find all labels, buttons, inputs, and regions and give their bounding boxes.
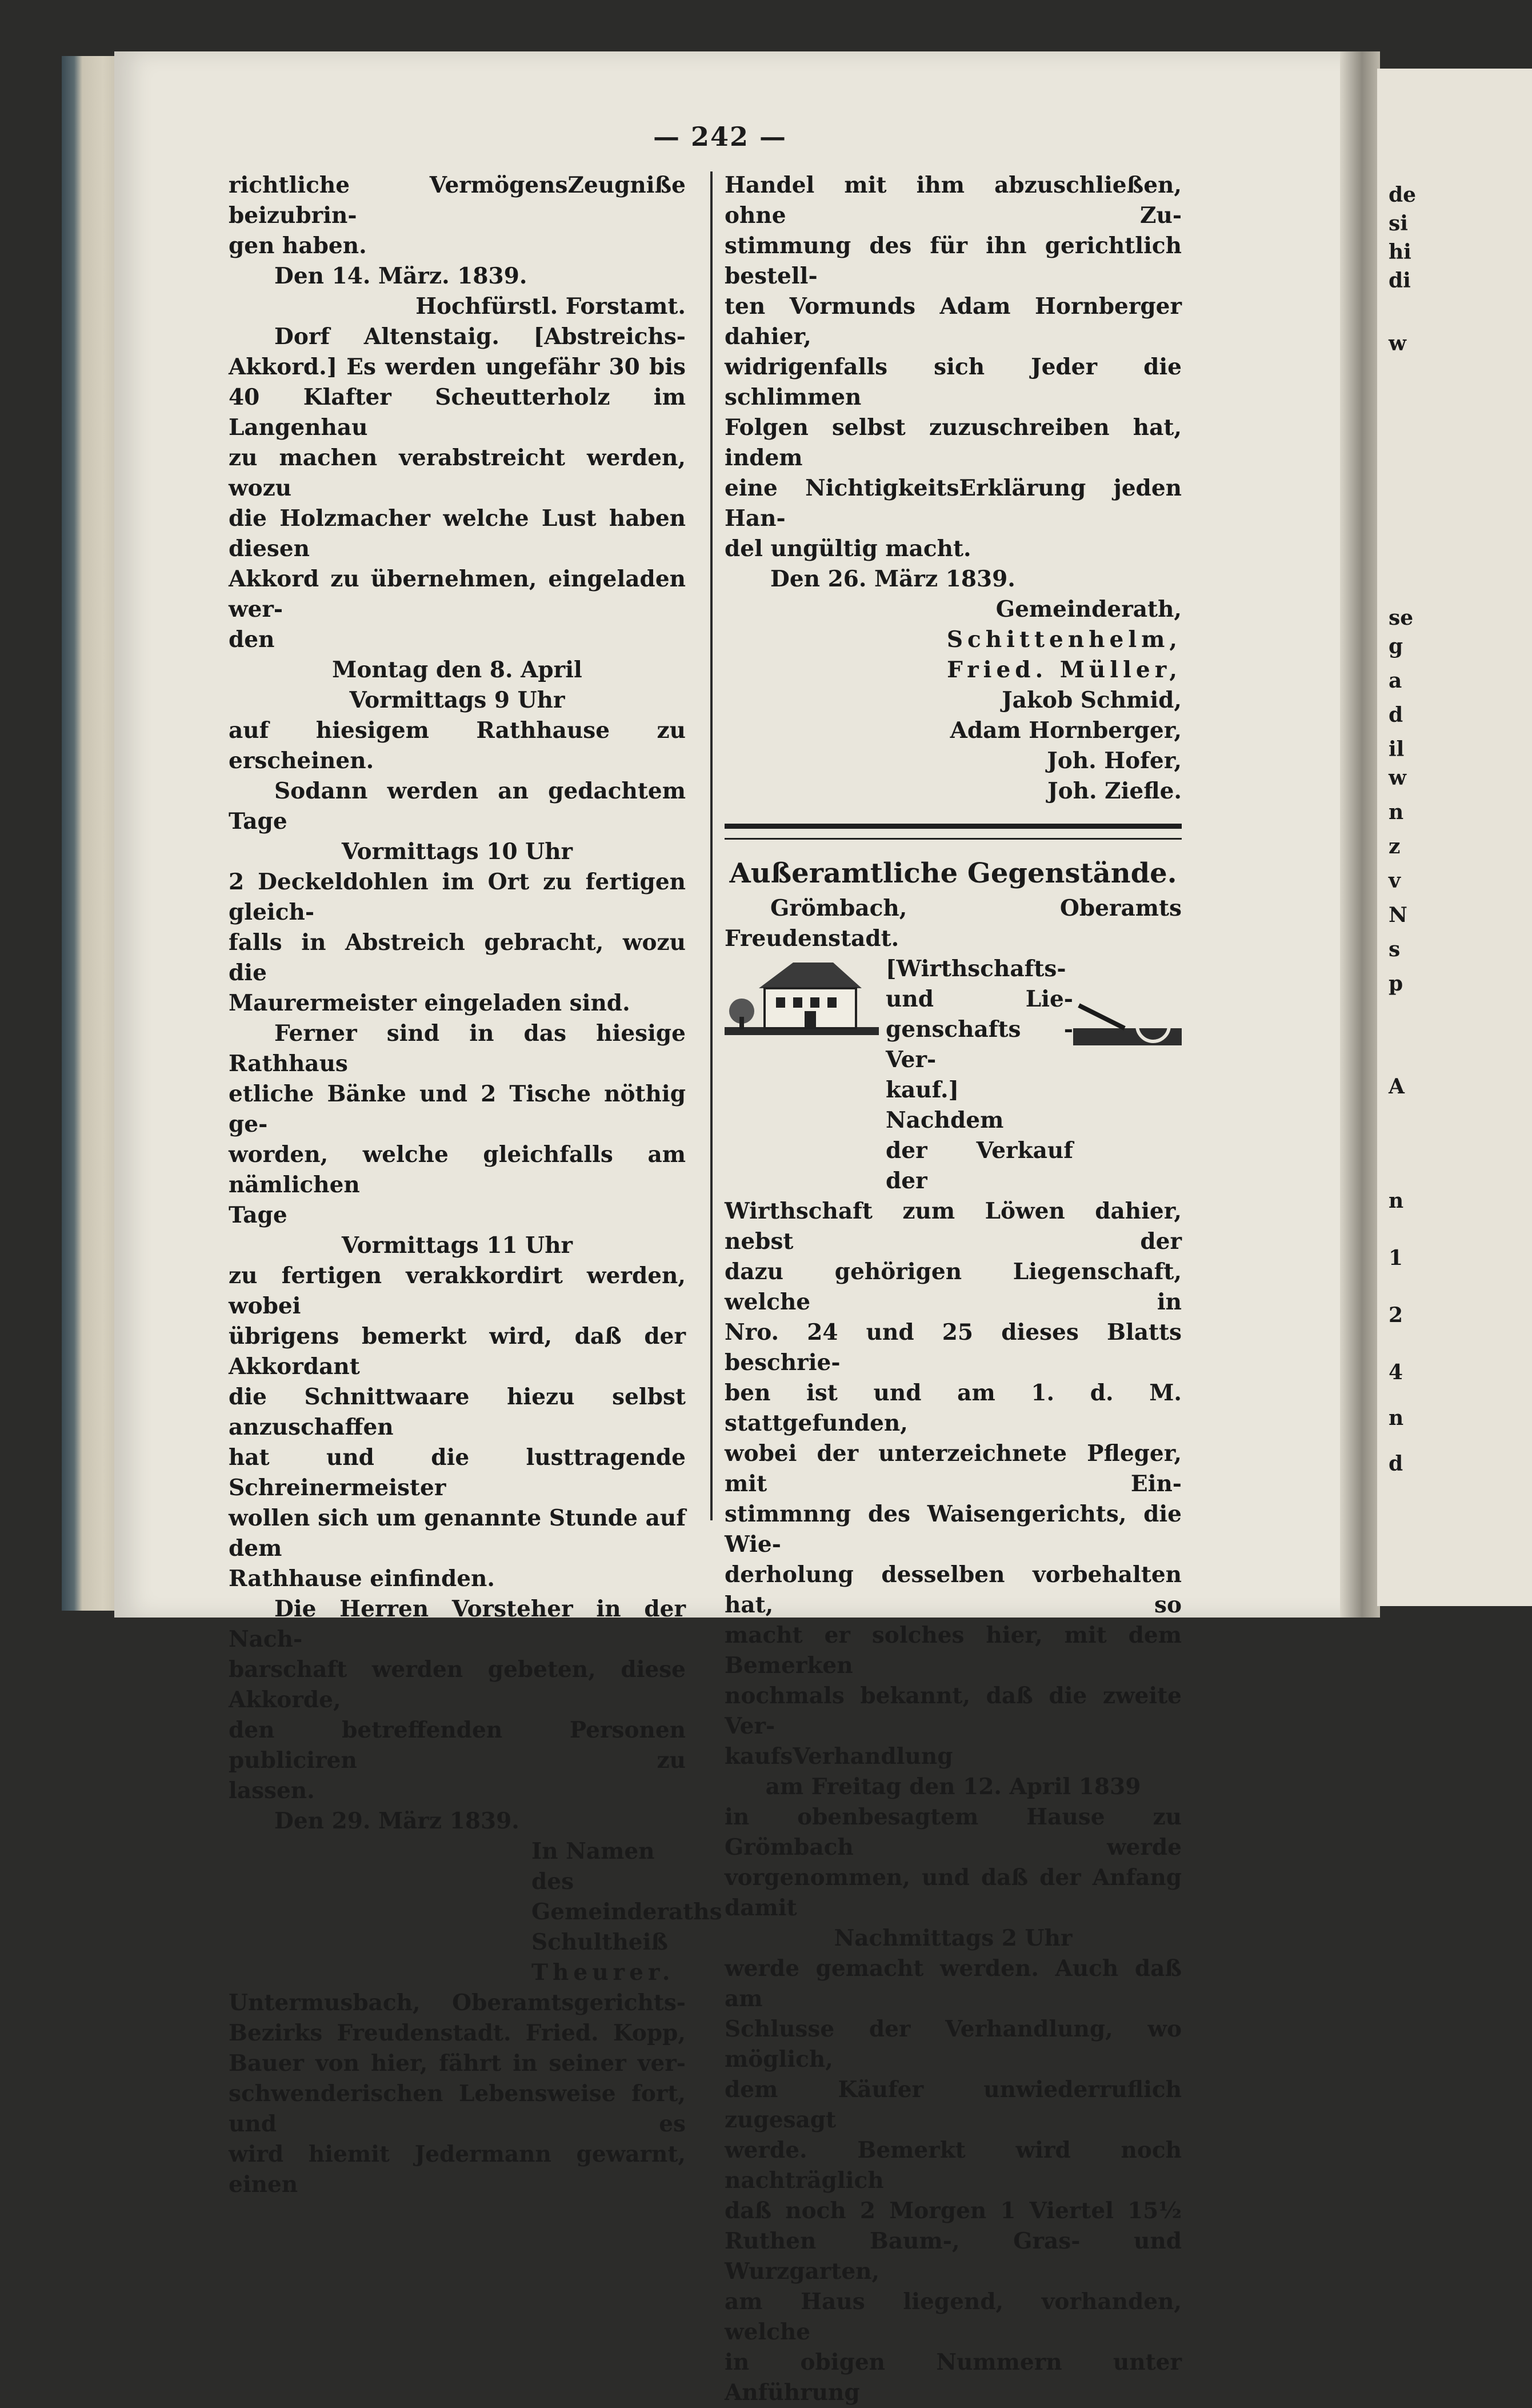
text-line: Bezirks Freudenstadt. Fried. Kopp,: [229, 2020, 686, 2046]
text-line: stimmnng des Waisengerichts, die Wie-: [725, 1501, 1182, 1558]
text-line: ben ist und am 1. d. M. stattgefunden,: [725, 1380, 1182, 1436]
text-line: die Holzmacher welche Lust haben diesen: [229, 505, 686, 562]
text-line: zu machen verabstreicht werden, wozu: [229, 445, 686, 501]
text-line: barschaft werden gebeten, diese Akkorde,: [229, 1656, 686, 1713]
text-line: Folgen selbst zuzuschreiben hat, indem: [725, 414, 1182, 471]
page-number: — 242 —: [653, 121, 787, 152]
text-line: Theurer.: [531, 1959, 675, 1986]
text-line: Ferner sind in das hiesige Rathhaus: [229, 1020, 686, 1077]
text-line: Den 14. März. 1839.: [274, 263, 527, 289]
text-line: die Schnittwaare hiezu selbst anzuschaffen: [229, 1384, 686, 1440]
text-line: genschafts - Ver-: [886, 1016, 1073, 1073]
text-line: Jakob Schmid,: [1002, 687, 1182, 713]
next-page-fragment: A: [1389, 1075, 1405, 1099]
text-line: dem Käufer unwiederruflich zugesagt: [725, 2076, 1182, 2133]
text-line: in obenbesagtem Hause zu Grömbach werde: [725, 1804, 1182, 1860]
text-line: übrigens bemerkt wird, daß der Akkordant: [229, 1323, 686, 1380]
text-line: daß noch 2 Morgen 1 Viertel 15½: [725, 2198, 1182, 2224]
next-page-fragment: di: [1389, 269, 1411, 293]
text-line: den: [229, 626, 275, 653]
next-page-fragment: 4: [1389, 1360, 1403, 1384]
text-line: wollen sich um genannte Stunde auf dem: [229, 1505, 686, 1562]
text-line: Ruthen Baum-, Gras- und Wurzgarten,: [725, 2228, 1182, 2285]
next-page-fragment: n: [1389, 800, 1404, 824]
text-line: Den 26. März 1839.: [770, 566, 1015, 592]
text-line: gen haben.: [229, 233, 367, 259]
next-page-fragment: d: [1389, 703, 1403, 727]
text-line: Vormittags 10 Uhr: [341, 838, 573, 865]
text-line: 40 Klafter Scheutterholz im Langenhau: [229, 384, 686, 441]
left-column: [229, 170, 722, 2200]
text-line: Vormittags 11 Uhr: [341, 1232, 573, 1259]
text-line: [Wirthschafts- und Lie-: [886, 956, 1073, 1012]
next-page-fragment: n: [1389, 1406, 1404, 1430]
text-line: zu fertigen verakkordirt werden, wobei: [229, 1263, 686, 1319]
text-line: werde gemacht werden. Auch daß am: [725, 1955, 1182, 2012]
text-line: worden, welche gleichfalls am nämlichen: [229, 1141, 686, 1198]
text-line: Schultheiß: [531, 1929, 669, 1955]
next-page-fragment: si: [1389, 211, 1408, 235]
notice-beside-vignette: [886, 954, 1073, 1196]
vignette-row: [725, 954, 1182, 1196]
text-line: Rathhause einfinden.: [229, 1566, 495, 1592]
text-line: vorgenommen, und daß der Anfang damit: [725, 1864, 1182, 1921]
text-line: in obigen Nummern unter Anführung: [725, 2349, 1182, 2406]
next-page-fragment: w: [1389, 766, 1406, 790]
text-line: nochmals bekannt, daß die zweite Ver-: [725, 1683, 1182, 1739]
text-line: Wirthschaft zum Löwen dahier, nebst der: [725, 1198, 1182, 1255]
text-line: Die Herren Vorsteher in der Nach-: [229, 1596, 686, 1652]
text-line: Akkord zu übernehmen, eingeladen wer-: [229, 566, 686, 622]
text-line: den betreffenden Personen publiciren zu: [229, 1717, 686, 1774]
text-line: Adam Hornberger,: [950, 717, 1182, 744]
next-page-edge: [1377, 69, 1532, 1606]
text-line: Akkord.] Es werden ungefähr 30 bis: [229, 354, 686, 380]
next-page-fragment: n: [1389, 1189, 1404, 1213]
right-column: [725, 170, 1182, 2408]
text-line: Sodann werden an gedachtem Tage: [229, 778, 686, 834]
section-heading: Außeramtliche Gegenstände.: [729, 857, 1177, 889]
text-line: ten Vormunds Adam Hornberger dahier,: [725, 293, 1182, 350]
text-line: Nachmittags 2 Uhr: [834, 1925, 1073, 1951]
text-line: werde. Bemerkt wird noch nachträglich: [725, 2137, 1182, 2194]
text-line: Den 29. März 1839.: [274, 1808, 519, 1834]
text-line: In Namen: [531, 1838, 655, 1864]
text-line: Joh. Ziefle.: [1047, 778, 1182, 804]
text-line: Dorf Altenstaig. [Abstreichs-: [274, 324, 686, 350]
next-page-fragment: a: [1389, 669, 1402, 693]
text-line: macht er solches hier, mit dem Bemerken: [725, 1622, 1182, 1679]
next-page-fragment: z: [1389, 834, 1401, 858]
text-line: Bauer von hier, fährt in seiner ver-: [229, 2050, 686, 2076]
text-line: etliche Bänke und 2 Tische nöthig ge-: [229, 1081, 686, 1137]
section-divider: [725, 824, 1182, 840]
next-page-fragment: w: [1389, 332, 1406, 356]
text-line: Joh. Hofer,: [1047, 748, 1182, 774]
text-line: wobei der unterzeichnete Pfleger, mit Ein-: [725, 1440, 1182, 1497]
text-line: Fried. Müller,: [947, 657, 1182, 683]
text-line: des Gemeinderaths: [531, 1868, 722, 1925]
text-line: wird hiemit Jedermann gewarnt, einen: [229, 2141, 686, 2198]
text-line: am Freitag den 12. April 1839: [765, 1774, 1141, 1800]
text-line: widrigenfalls sich Jeder die schlimmen: [725, 354, 1182, 410]
column-rule: [710, 171, 713, 1520]
text-line: Schlusse der Verhandlung, wo möglich,: [725, 2016, 1182, 2072]
text-line: Maurermeister eingeladen sind.: [229, 990, 630, 1016]
text-line: der Verkauf der: [886, 1137, 1073, 1194]
right-column-top: [725, 170, 1182, 806]
next-page-fragment: d: [1389, 1452, 1403, 1476]
text-line: am Haus liegend, vorhanden, welche: [725, 2289, 1182, 2345]
next-page-fragment: hi: [1389, 240, 1411, 264]
book-gutter: [1340, 51, 1380, 1618]
text-line: auf hiesigem Rathhause zu erscheinen.: [229, 717, 686, 774]
next-page-fragment: s: [1389, 937, 1401, 961]
text-line: lassen.: [229, 1778, 315, 1804]
text-line: Gemeinderath,: [995, 596, 1182, 622]
text-line: eine NichtigkeitsErklärung jeden Han-: [725, 475, 1182, 532]
right-column-bottom: [725, 1196, 1182, 2408]
text-line: 2 Deckeldohlen im Ort zu fertigen gleich-: [229, 869, 686, 925]
text-line: Untermusbach, Oberamtsgerichts-: [229, 1990, 686, 2016]
text-line: schwenderischen Lebensweise fort, und es: [229, 2080, 686, 2137]
next-page-fragment: 1: [1389, 1246, 1403, 1270]
inn-house-vignette-icon: [725, 954, 879, 1045]
next-page-fragment: 2: [1389, 1303, 1403, 1327]
text-line: richtliche VermögensZeugniße beizubrin-: [229, 172, 686, 229]
next-page-fragment: v: [1389, 869, 1401, 893]
next-page-fragment: g: [1389, 634, 1403, 658]
text-line: del ungültig macht.: [725, 536, 971, 562]
text-line: Nro. 24 und 25 dieses Blatts beschrie-: [725, 1319, 1182, 1376]
text-line: Vormittags 9 Uhr: [349, 687, 565, 713]
plough-icon: [1073, 994, 1182, 1051]
next-page-fragment: N: [1389, 903, 1407, 927]
text-line: Montag den 8. April: [332, 657, 582, 683]
notice-place: Grömbach, Oberamts Freudenstadt.: [725, 895, 1182, 952]
next-page-fragment: se: [1389, 606, 1414, 630]
text-line: derholung desselben vorbehalten hat, so: [725, 1562, 1182, 1618]
next-page-fragment: il: [1389, 737, 1405, 761]
next-page-fragment: p: [1389, 972, 1403, 996]
text-line: falls in Abstreich gebracht, wozu die: [229, 929, 686, 986]
text-line: Hochfürstl. Forstamt.: [415, 293, 686, 320]
text-line: kauf.] Nachdem: [886, 1077, 1004, 1133]
text-line: hat und die lusttragende Schreinermeister: [229, 1444, 686, 1501]
text-line: Schittenhelm,: [946, 626, 1182, 653]
text-line: stimmung des für ihn gerichtlich bestell-: [725, 233, 1182, 289]
text-line: Handel mit ihm abzuschließen, ohne Zu-: [725, 172, 1182, 229]
text-line: kaufsVerhandlung: [725, 1743, 953, 1770]
next-page-fragment: de: [1389, 183, 1417, 207]
text-line: Tage: [229, 1202, 287, 1228]
text-line: dazu gehörigen Liegenschaft, welche in: [725, 1259, 1182, 1315]
